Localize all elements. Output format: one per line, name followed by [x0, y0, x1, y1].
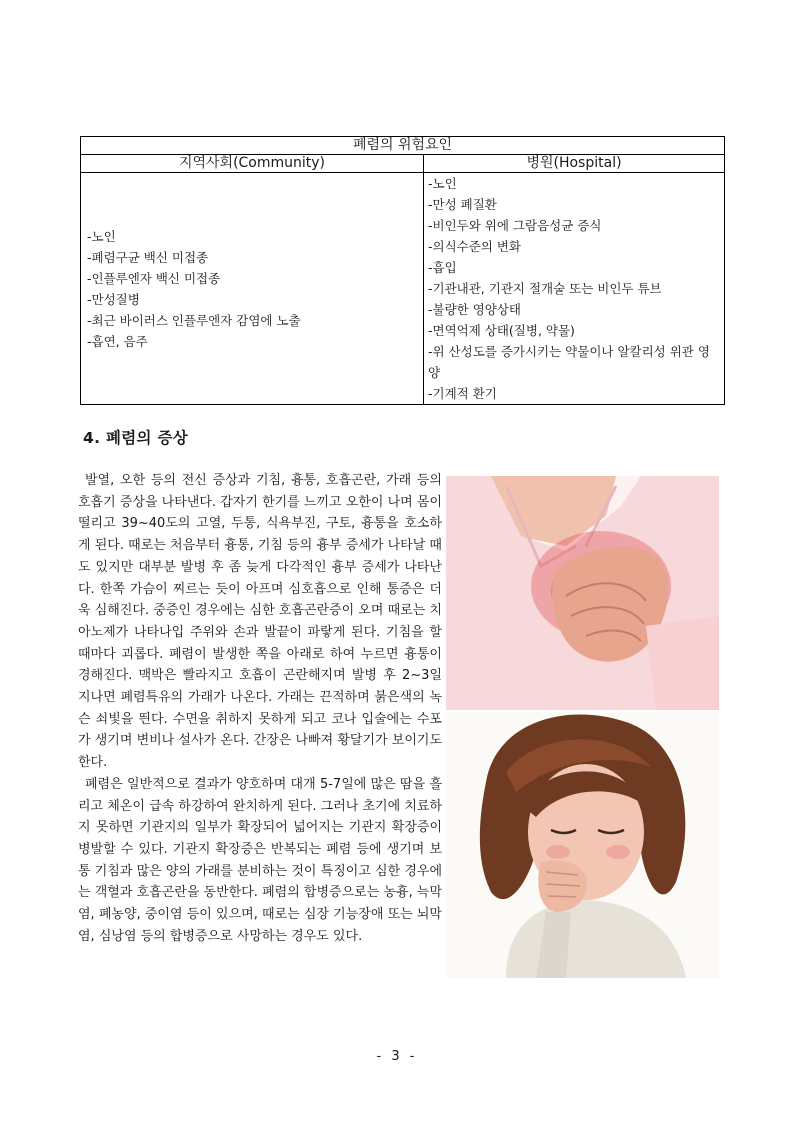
symptoms-paragraph: 폐렴은 일반적으로 결과가 양호하며 대개 5-7일에 많은 땀을 흘리고 체온이 급속 하강하여 완치하게 된다. 그러나 초기에 치료하지 못하면 기관지의 일부가 확장되어 넓어지는 기관지 확장증이 병발할 수 있다. 기관지 확장증은 반복되는 폐렴 등에 생기며 보통 기침과 많은 양의 가래를 분비하는 것이 특징이고 심한 경우에는 객혈과 호흡곤란을 동반한다. 폐렴의 합병증으로는 농흉, 늑막염, 폐농양, 중이염 등이 있으며, 때로는 심장 기능장애 또는 뇌막염, 심낭염 등의 합병증으로 사망하는 경우도 있다. — [78, 776, 442, 944]
chest-pain-illustration — [446, 476, 719, 710]
community-cell — [81, 173, 424, 405]
community-header: 지역사회(Community) — [81, 155, 424, 173]
hospital-item: -면역억제 상태(질병, 약물) — [428, 323, 575, 338]
hospital-cell — [424, 173, 725, 405]
chest-pain-photo — [446, 476, 719, 710]
risk-table-title: 폐렴의 위험요인 — [81, 137, 725, 155]
symptoms-text — [78, 470, 442, 947]
community-item: -만성질병 — [87, 291, 140, 307]
hospital-header: 병원(Hospital) — [424, 155, 725, 173]
hospital-item: -위 산성도를 증가시키는 약물이나 알칼리성 위관 영양 — [428, 344, 710, 380]
hospital-item: -기계적 환기 — [428, 386, 497, 401]
hospital-item: -만성 폐질환 — [428, 197, 497, 212]
community-item: -최근 바이러스 인플루엔자 감염에 노출 — [87, 312, 301, 328]
hospital-item: -의식수준의 변화 — [428, 239, 522, 254]
hospital-item: -비인두와 위에 그람음성균 증식 — [428, 218, 602, 233]
community-item: -폐렴구균 백신 미접종 — [87, 249, 209, 265]
community-item: -인플루엔자 백신 미접종 — [87, 270, 221, 286]
page-number: - 3 - — [376, 1049, 418, 1064]
coughing-illustration — [446, 712, 719, 978]
community-item: -흡연, 음주 — [87, 333, 148, 349]
hospital-item: -흡입 — [428, 260, 457, 275]
symptoms-paragraph: 발열, 오한 등의 전신 증상과 기침, 흉통, 호흡곤란, 가래 등의 호흡기 증상을 나타낸다. 갑자기 한기를 느끼고 오한이 나며 몸이 떨리고 39~40도의 고열, 두통, 식욕부진, 구토, 흉통을 호소하게 된다. 때로는 처음부터 흉통, 기침 등의 흉부 증세가 나타날 때도 있지만 대부분 발병 후 좀 늦게 다각적인 흉부 증세가 나타난다. 한쪽 가슴이 찌르는 듯이 아프며 심호흡으로 인해 통증은 더욱 심해진다. 중증인 경우에는 심한 호흡곤란증이 오며 때로는 치아노제가 나타나입 주위와 손과 발끝이 파랗게 된다. 기침을 할 때마다 괴롭다. 폐렴이 발생한 쪽을 아래로 하여 누르면 흉통이 경해진다. 맥박은 빨라지고 호흡이 곤란해지며 발병 후 2~3일 지나면 폐렴특유의 가래가 나온다. 가래는 끈적하며 붉은색의 녹슨 쇠빛을 띈다. 수면을 취하지 못하게 되고 코나 입술에는 수포가 생기며 변비나 설사가 온다. 간장은 나빠져 황달기가 보이기도 한다. — [78, 473, 442, 771]
section-heading: 4. 폐렴의 증상 — [83, 429, 189, 447]
risk-factor-table — [80, 136, 725, 405]
community-item: -노인 — [87, 228, 116, 244]
hospital-item: -기관내관, 기관지 절개술 또는 비인두 튜브 — [428, 281, 662, 296]
hospital-item: -노인 — [428, 176, 457, 191]
coughing-photo — [446, 712, 719, 978]
hospital-item: -불량한 영양상태 — [428, 302, 522, 317]
